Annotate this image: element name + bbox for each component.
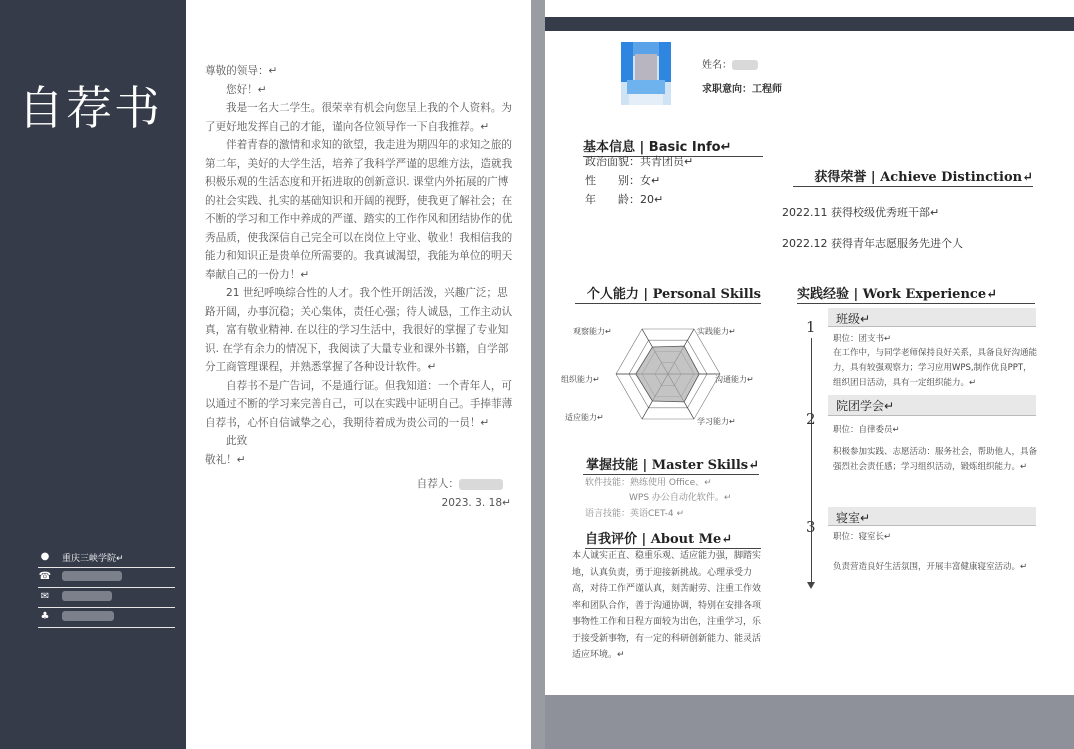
honor-item-1: 2022.11 获得校级优秀班干部↵ bbox=[782, 206, 940, 219]
master-skill-wps: WPS 办公自动化软件。↵ bbox=[629, 493, 732, 503]
work-entry-3-title: 寝室↵ bbox=[836, 511, 871, 525]
letter-sign-label: 自荐人： bbox=[416, 478, 459, 490]
location-icon: ● bbox=[40, 551, 50, 562]
work-entry-2-title: 院团学会↵ bbox=[836, 399, 895, 413]
letter-closing-2: 敬礼！↵ bbox=[205, 453, 246, 466]
blurred-name bbox=[732, 60, 758, 70]
cover-sidebar bbox=[0, 0, 186, 749]
work-entry-3-desc: 负责营造良好生活氛围，开展丰富健康寝室活动。↵ bbox=[833, 562, 1028, 572]
contact-address bbox=[38, 548, 175, 568]
name-label: 姓名： bbox=[702, 60, 732, 71]
work-entry-number-1: 1 bbox=[806, 318, 816, 336]
letter-paragraph-3: 21 世纪呼唤综合性的人才。我个性开朗活泼，兴趣广泛；思路开阔，办事沉稳；关心集体，责任心强；待人诚恳，工作主动认真，富有敬业精神. 在以往的学习生活中，我很好的掌握了专业知识. 在学有余力的情况下，我阅读了大量专业和课外书籍，自学部分工商管理课程，并熟悉掌握了各种设计软件。↵ bbox=[205, 287, 513, 373]
basic-info-header: 基本信息 | Basic Info↵ bbox=[583, 136, 763, 157]
blurred-email bbox=[62, 591, 112, 601]
master-skills-header: 掌握技能 | Master Skills↵ bbox=[583, 454, 759, 475]
page-resume bbox=[545, 0, 1074, 749]
master-skill-language: 语言技能：英语CET-4 ↵ bbox=[585, 509, 685, 519]
contact-phone bbox=[38, 568, 175, 588]
avatar bbox=[621, 42, 671, 105]
master-skill-software: 软件技能：熟练使用 Office、↵ bbox=[585, 478, 712, 488]
letter-closing-1: 此致 bbox=[226, 435, 248, 447]
work-entry-1-title-bar bbox=[828, 308, 1036, 327]
phone-icon: ☎ bbox=[38, 571, 52, 582]
cover-letter-body bbox=[205, 62, 515, 512]
cover-title: 自荐书 bbox=[18, 81, 162, 135]
radar-label-observation: 观察能力↵ bbox=[573, 327, 612, 336]
blurred-phone bbox=[62, 571, 122, 581]
resume-name-row bbox=[702, 56, 758, 71]
radar-skill-area bbox=[636, 346, 699, 402]
work-entry-3-title-bar bbox=[828, 507, 1036, 526]
work-entry-2-title-bar bbox=[828, 395, 1036, 416]
about-me-header: 自我评价 | About Me↵ bbox=[585, 528, 761, 549]
basic-info-age: 年 龄：20↵ bbox=[585, 193, 664, 206]
basic-info-political: 政治面貌：共青团员↵ bbox=[585, 155, 694, 168]
basic-info-gender: 性 别：女↵ bbox=[585, 174, 661, 187]
blurred-signer-name bbox=[459, 479, 503, 490]
work-entry-number-2: 2 bbox=[806, 410, 816, 428]
work-entry-2-desc: 积极参加实践、志愿活动：服务社会，帮助他人，具备强烈社会责任感；学习组织活动，锻炼组织能力。↵ bbox=[833, 447, 1038, 472]
contact-address-text: 重庆三峡学院↵ bbox=[62, 554, 124, 564]
radar-label-learning: 学习能力↵ bbox=[697, 417, 736, 426]
skills-radar-chart bbox=[561, 316, 775, 432]
honors-header: 获得荣誉 | Achieve Distinction↵ bbox=[793, 166, 1033, 187]
letter-date: 2023. 3. 18↵ bbox=[441, 496, 511, 509]
radar-label-communication: 沟通能力↵ bbox=[715, 375, 754, 384]
work-entry-number-3: 3 bbox=[806, 518, 816, 536]
letter-paragraph-4: 自荐书不是广告词，不是通行证。但我知道：一个青年人，可以通过不断的学习来完善自己，可以在实践中证明自己。手捧菲薄自荐书，心怀自信诚挚之心，我期待着成为贵公司的一员！↵ bbox=[205, 379, 513, 429]
letter-greeting: 尊敬的领导：↵ bbox=[205, 65, 278, 77]
about-me-text: 本人诚实正直、稳重乐观、适应能力强，脚踏实地，认真负责，勇于迎接新挑战。心理承受力高，对待工作严谨认真，刻苦耐劳、注重工作效率和团队合作，善于沟通协调，特别在安排各项事物性工作和日程方面较为出色，注重学习，乐于接受新事物，有一定的科研创新能力、能灵活适应环境。↵ bbox=[572, 551, 762, 660]
mail-icon: ✉ bbox=[40, 591, 50, 602]
work-experience-header: 实践经验 | Work Experience↵ bbox=[797, 283, 1035, 304]
job-intent: 求职意向：工程师 bbox=[702, 84, 782, 95]
work-entry-2-role: 职位：自律委员↵ bbox=[833, 425, 900, 435]
contact-email bbox=[38, 588, 175, 608]
timeline-arrow bbox=[807, 582, 815, 589]
qq-icon: ♣ bbox=[40, 611, 50, 622]
contact-qq bbox=[38, 608, 175, 628]
work-entry-1-desc: 在工作中，与同学老师保持良好关系，具备良好沟通能力，具有较强观察力；学习应用WPS,制作优良PPT，组织团日活动，具有一定组织能力。↵ bbox=[833, 348, 1038, 388]
letter-signature bbox=[205, 475, 515, 494]
letter-hello: 您好！↵ bbox=[226, 83, 267, 96]
honor-item-2: 2022.12 获得青年志愿服务先进个人 bbox=[782, 237, 963, 250]
timeline-line bbox=[811, 338, 812, 584]
letter-paragraph-1: 我是一名大二学生。很荣幸有机会向您呈上我的个人资料。为了更好地发挥自己的才能，谨向各位领导作一下自我推荐。↵ bbox=[205, 102, 513, 133]
radar-label-adaptability: 适应能力↵ bbox=[565, 413, 604, 422]
work-entry-1-title: 班级↵ bbox=[836, 312, 871, 326]
radar-label-organization: 组织能力↵ bbox=[561, 375, 600, 384]
personal-skills-header: 个人能力 | Personal Skills bbox=[575, 283, 761, 304]
radar-label-practice: 实践能力↵ bbox=[697, 327, 736, 336]
letter-paragraph-2: 伴着青春的激情和求知的欲望，我走进为期四年的求知之旅的第二年，美好的大学生活，培养了我科学严谨的思维方法，造就我积极乐观的生活态度和开拓进取的创新意识. 课堂内外拓展的广博的社会实践、扎实的基础知识和开阔的视野，使我更了解社会；在不断的学习和工作中养成的严谨、踏实的工作作风和团结协作的优秀品质，使我深信自己完全可以在岗位上守业、敬业！我相信我的能力和知识正是贵单位所需要的。我真诚渴望，我能为单位的明天奉献自己的一份力！↵ bbox=[205, 139, 513, 281]
work-entry-1-role: 职位：团支书↵ bbox=[833, 334, 892, 344]
resume-bottom-bar bbox=[545, 695, 1074, 749]
blurred-qq bbox=[62, 611, 114, 621]
resume-top-bar bbox=[545, 17, 1074, 31]
work-entry-3-role: 职位：寝室长↵ bbox=[833, 532, 892, 542]
page-cover-letter bbox=[0, 0, 531, 749]
